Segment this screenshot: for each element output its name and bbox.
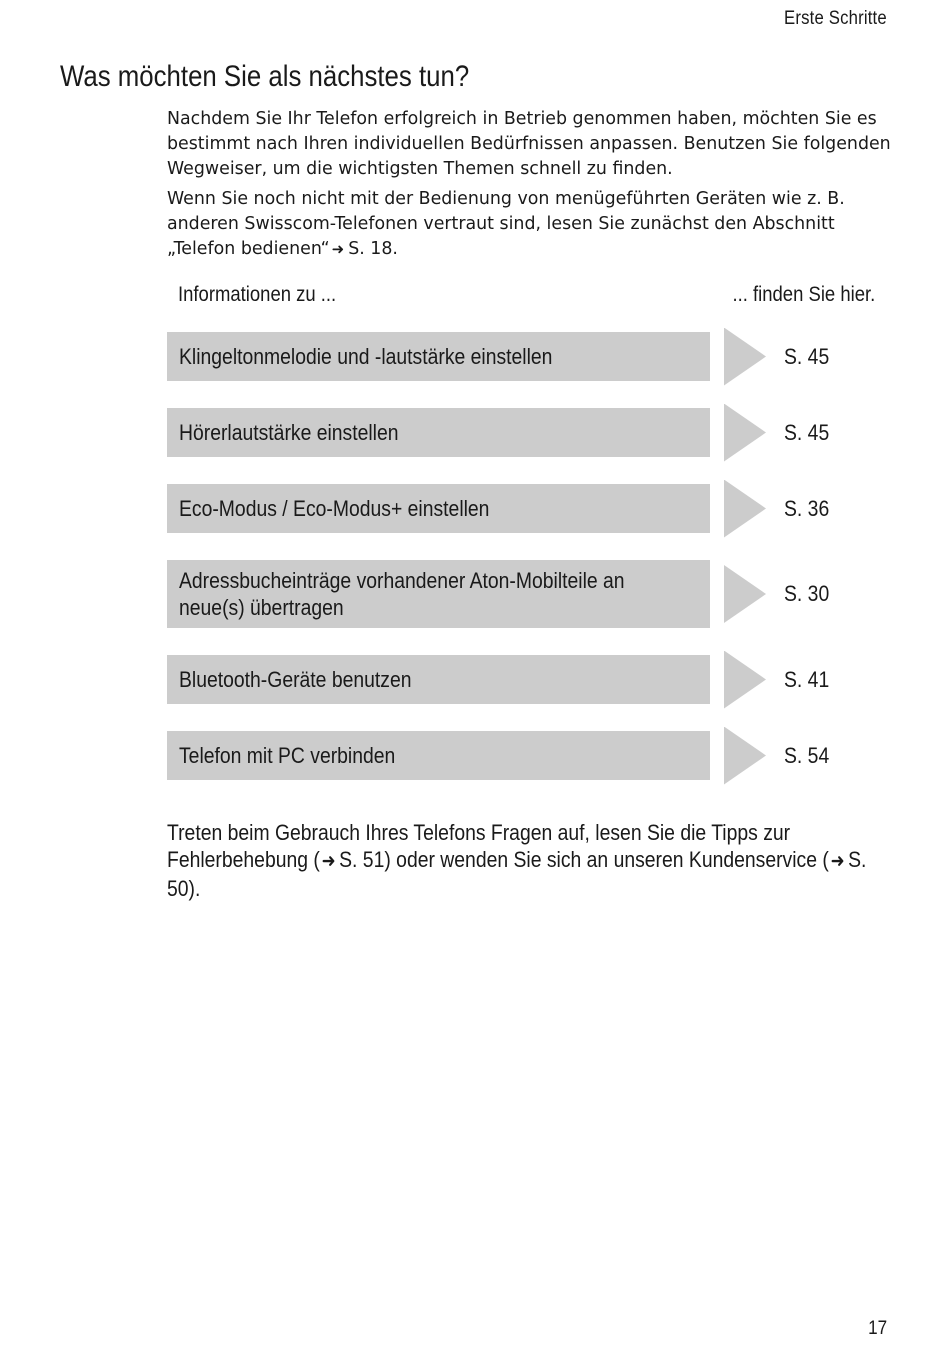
topic-label: Hörerlautstärke einstellen xyxy=(179,420,399,445)
closing-text-3: ). xyxy=(188,876,201,901)
page-reference: S. 50 xyxy=(167,847,867,901)
intro-paragraph-2-text: Wenn Sie noch nicht mit der Bedienung von menügeführten Geräten wie z. B. anderen Swisscom-Telefonen vertraut sind, lesen Sie zunächst den Abschnitt „Telefon bedienen“ xyxy=(167,189,845,259)
guide-row xyxy=(0,655,950,704)
arrow-triangle-icon xyxy=(724,404,766,462)
page-reference: S. 30 xyxy=(784,581,830,606)
page-reference: S. 51 xyxy=(339,847,385,872)
intro-paragraph-1: Nachdem Sie Ihr Telefon erfolgreich in Betrieb genommen haben, möchten Sie es bestimmt nach Ihren individuellen Bedürfnissen anpassen. Benutzen Sie folgenden Wegweiser, um die wichtigsten Themen schnell zu finden. xyxy=(167,109,891,179)
guide-row xyxy=(0,484,950,533)
arrow-triangle-icon xyxy=(724,651,766,709)
topic-label: Klingeltonmelodie und -lautstärke einstellen xyxy=(179,344,553,369)
arrow-triangle-icon xyxy=(724,328,766,386)
topic-box xyxy=(167,332,710,381)
closing-paragraph xyxy=(167,819,871,902)
closing-text-2: ) oder wenden Sie sich an unseren Kundenservice ( xyxy=(384,847,829,872)
guide-row xyxy=(0,332,950,381)
page-title: Was möchten Sie als nächstes tun? xyxy=(60,60,470,93)
topic-label: Eco-Modus / Eco-Modus+ einstellen xyxy=(179,496,490,521)
arrow-triangle-icon xyxy=(724,727,766,785)
topic-label: Bluetooth-Geräte benutzen xyxy=(179,667,412,692)
topic-box xyxy=(167,408,710,457)
topic-box xyxy=(167,484,710,533)
arrow-right-icon: ➜ xyxy=(331,240,345,258)
page-reference: S. 18. xyxy=(348,239,398,259)
topic-label: Telefon mit PC verbinden xyxy=(179,743,396,768)
column-header-topics: Informationen zu ... xyxy=(178,283,337,306)
section-header: Erste Schritte xyxy=(784,8,887,29)
topic-box xyxy=(167,560,710,628)
page-reference: S. 45 xyxy=(784,419,830,445)
arrow-triangle-icon xyxy=(724,480,766,538)
intro-paragraph-2 xyxy=(167,187,892,262)
guide-row xyxy=(0,560,950,628)
page-number: 17 xyxy=(867,1318,887,1339)
guide-row xyxy=(0,408,950,457)
topic-box xyxy=(167,655,710,704)
page-reference: S. 45 xyxy=(784,343,830,369)
page-reference: S. 54 xyxy=(784,742,830,768)
arrow-triangle-icon xyxy=(724,565,766,623)
page-reference: S. 36 xyxy=(784,495,830,521)
page-reference: S. 41 xyxy=(784,666,830,692)
topic-box xyxy=(167,731,710,780)
arrow-right-icon: ➜ xyxy=(321,851,336,872)
guide-row xyxy=(0,731,950,780)
topic-label: Adressbucheinträge vorhandener Aton-Mobilteile an neue(s) übertragen xyxy=(179,568,625,620)
column-header-pages: ... finden Sie hier. xyxy=(732,283,875,306)
closing-text-1: Treten beim Gebrauch Ihres Telefons Fragen auf, lesen Sie die Tipps zur Fehlerbehebung ( xyxy=(167,820,791,872)
arrow-right-icon: ➜ xyxy=(830,851,845,872)
